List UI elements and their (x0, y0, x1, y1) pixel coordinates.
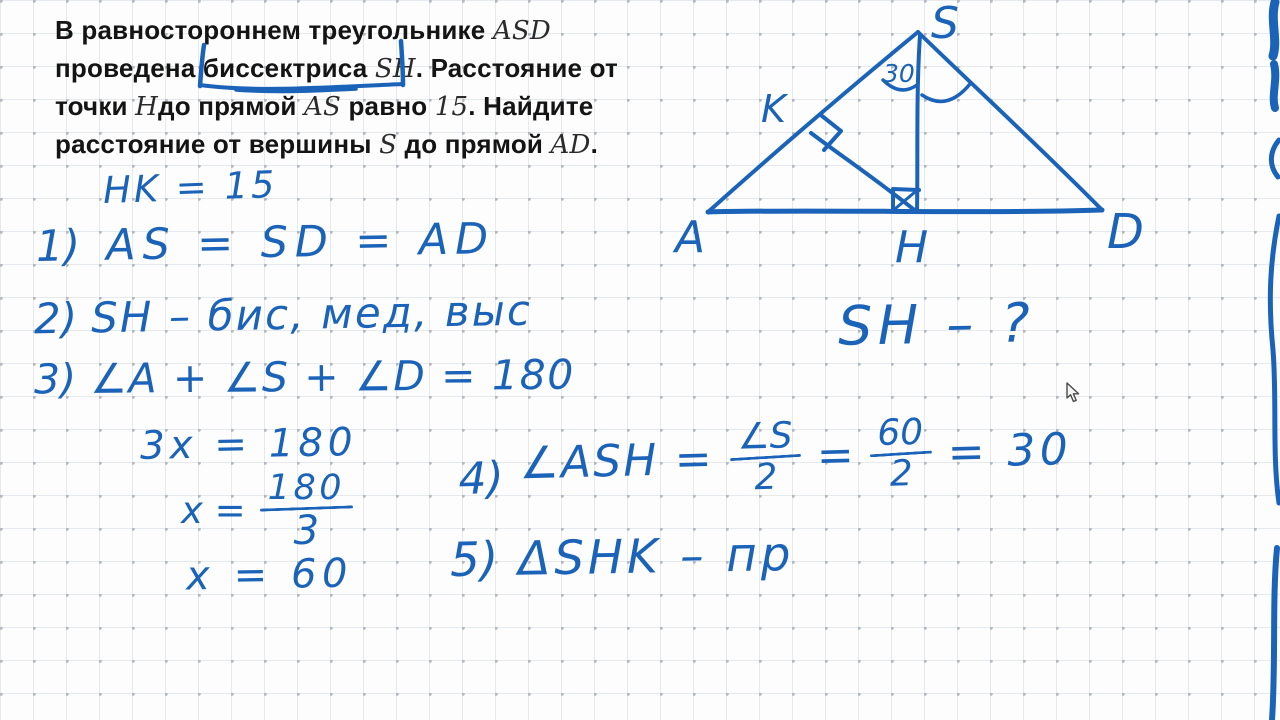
math-var: H (135, 92, 159, 122)
vertex-d-label: D (1107, 204, 1144, 260)
step-text: ΔSHK – пр (517, 527, 795, 587)
fraction-denominator: 3 (293, 507, 320, 554)
pen-stroke (1274, 64, 1276, 108)
fraction (260, 470, 353, 552)
pen-annotation-bracket (196, 38, 414, 96)
pen-stroke (401, 41, 403, 85)
step-text: AS = SD = AD (105, 213, 496, 271)
angle-value-label: 30 (883, 59, 915, 88)
fraction-numerator: 180 (267, 468, 345, 508)
hw-question: SH – ? (837, 291, 1036, 358)
step-number: 3) (33, 354, 77, 404)
vertex-s-label: S (931, 0, 959, 49)
bisector-sh (917, 35, 920, 212)
step-number: 2) (33, 293, 78, 344)
fraction (729, 417, 802, 497)
equation-result: = 30 (947, 423, 1073, 479)
point-k-label: K (761, 87, 786, 131)
hw-calc-1: 3x = 180 (139, 420, 358, 469)
equation-lhs: ∠ASH = (518, 433, 715, 490)
triangle-side-sd (918, 32, 1102, 210)
math-var: S (379, 130, 398, 160)
hw-step-1 (36, 214, 496, 272)
cursor-arrow (1067, 383, 1079, 402)
hw-calc-3: x = 60 (185, 550, 354, 600)
fraction-numerator: 60 (876, 411, 924, 455)
angle-arc-right (922, 84, 970, 101)
math-var: AS (304, 92, 342, 122)
math-var: ASD (492, 16, 551, 46)
step-number: 5) (449, 532, 499, 588)
problem-line-4 (55, 126, 655, 164)
pen-stroke (1270, 216, 1279, 503)
fraction (869, 411, 933, 495)
problem-text-boxed: биссектриса (202, 53, 375, 83)
step-text: SH – бис, мед, выс (90, 285, 533, 343)
math-var: SH (374, 54, 416, 84)
step-number: 1) (35, 221, 81, 273)
math-var: AD (550, 130, 591, 160)
problem-text: . (590, 129, 599, 159)
equation-lhs: x = (181, 489, 246, 533)
problem-text: равно (341, 91, 435, 121)
hw-given: HK = 15 (102, 162, 279, 213)
fraction-numerator: ∠S (736, 415, 793, 458)
vertex-a-label: A (675, 212, 706, 263)
problem-text: . Расстояние от (415, 53, 618, 83)
fraction-denominator: 2 (889, 452, 914, 495)
pen-stroke (200, 45, 204, 86)
problem-text: точки (55, 91, 136, 121)
fraction-denominator: 2 (753, 456, 778, 499)
problem-text: расстояние от вершины (55, 129, 380, 159)
problem-text: проведена (55, 53, 203, 83)
problem-text: до прямой (397, 129, 551, 159)
math-var: 15 (434, 92, 469, 122)
hw-step-2 (34, 286, 533, 344)
triangle-side-ad (708, 210, 1102, 212)
hw-step-5 (450, 527, 795, 588)
mouse-cursor-icon (1066, 382, 1082, 404)
triangle-diagram (655, 0, 1150, 275)
equals-sign: = (816, 429, 855, 482)
step-text: ∠A + ∠S + ∠D = 180 (89, 350, 576, 403)
pen-stroke (1271, 140, 1279, 177)
hw-calc-2 (181, 470, 353, 552)
pen-stroke (1273, 2, 1275, 56)
pen-stroke (200, 84, 403, 89)
pen-stroke (1272, 548, 1277, 720)
cut-off-pen-strokes (1262, 0, 1280, 720)
point-h-label: H (895, 222, 929, 273)
problem-text: В равностороннем треугольнике (55, 15, 493, 45)
problem-text: . Найдите (468, 91, 594, 121)
step-number: 4) (457, 452, 505, 505)
problem-text: до прямой (158, 91, 305, 121)
hw-step-3 (34, 351, 575, 404)
hw-step-4 (457, 410, 1073, 505)
